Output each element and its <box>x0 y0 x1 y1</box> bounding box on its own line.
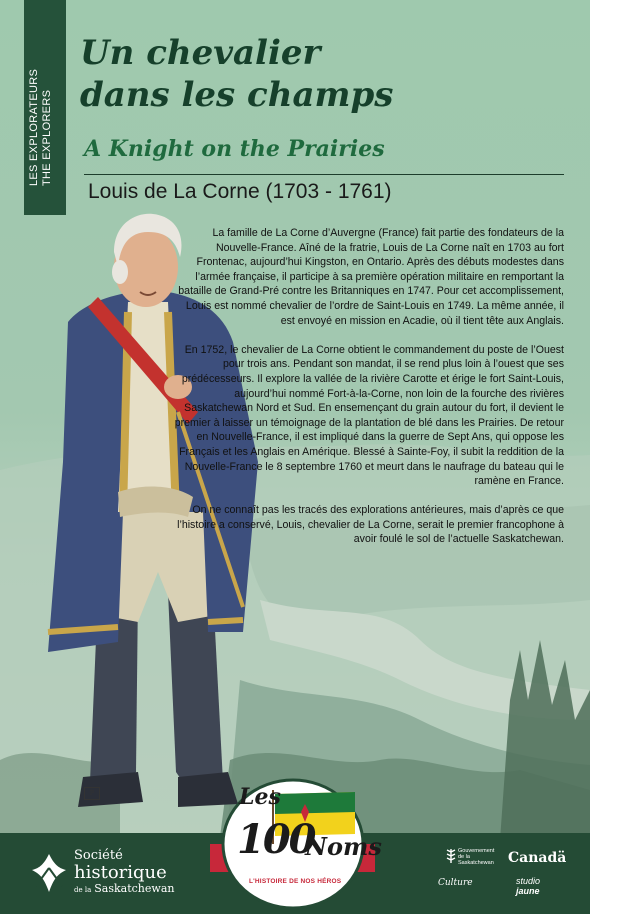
culture-logo: Culture <box>438 878 473 888</box>
societe-historique-logo <box>26 846 186 900</box>
shs-saskatchewan: Saskatchewan <box>94 882 175 895</box>
logo-tagline: L'HISTOIRE DE NOS HÉROS <box>249 878 342 885</box>
shs-line3 <box>74 882 174 895</box>
side-band-line-fr: LES EXPLORATEURS <box>28 68 40 186</box>
partner-logos <box>438 848 578 904</box>
studio-line1: studio <box>516 876 541 886</box>
side-band-line-en: THE EXPLORERS <box>41 89 53 186</box>
title-divider <box>84 174 564 175</box>
side-band-text <box>28 6 54 186</box>
title-french-line1: Un chevalier <box>80 33 321 73</box>
title-english: A Knight on the Prairies <box>84 136 385 162</box>
logo-100: 100 <box>237 816 315 863</box>
wheat-icon <box>444 848 458 864</box>
subtitle-name-dates: Louis de La Corne (1703 - 1761) <box>88 180 392 203</box>
title-french <box>80 32 440 116</box>
logo-noms: Noms <box>305 832 382 861</box>
gov-sask-logo <box>458 848 494 866</box>
studio-jaune-logo <box>516 876 540 896</box>
shs-line1: Société <box>74 848 123 863</box>
gov-line3: Saskatchewan <box>458 860 494 866</box>
artist-signature-icon: ℙ <box>84 787 100 800</box>
biography-paragraph-3: On ne connaît pas les tracés des explorations antérieures, mais d’après ce que l’histoire a conservé, Louis, chevalier de La Corne, serait le premier francophone à avoir foulé le sol de l’actuelle Saskatchewan. <box>177 504 564 546</box>
gov-line1: Gouvernement <box>458 848 495 854</box>
studio-line2: jaune <box>516 886 540 896</box>
biography-text <box>170 226 564 562</box>
title-french-line2: dans les champs <box>80 75 394 115</box>
logo-les: Les <box>239 784 281 810</box>
gov-line2: de la <box>458 854 470 860</box>
shs-line2: historique <box>74 862 167 883</box>
les-100-noms-logo <box>205 774 380 914</box>
biography-paragraph-2: En 1752, le chevalier de La Corne obtient le commandement du poste de l’Ouest pour trois ans. Pendant son mandat, il se rend plus loin à l’ouest que ses prédécesseurs. Il explore la vallée de la rivière Carotte et érige le fort Saint-Louis, aujourd’hui nommé Fort-à-la-Corne, non loin de la fourche des rivières Saskatchewan Nord et Sud. En ensemençant du grain autour du fort, il devient le premier à laisser un témoignage de la plantation de blé dans les Prairies. De retour en Nouvelle-France, il est impliqué dans la guerre de Sept Ans, qui oppose les Français et les Anglais en Amérique. Blessé à Sainte-Foy, il subit la reddition de la Nouvelle-France le 8 septembre 1760 et meurt dans le naufrage du bateau qui le ramène en France. <box>174 343 564 488</box>
lily-flower-icon <box>26 850 72 896</box>
shs-de: de la <box>74 886 92 894</box>
canada-wordmark: Canadä <box>508 850 567 866</box>
biography-paragraph-1: La famille de La Corne d’Auvergne (France) fait partie des fondateurs de la Nouvelle-France. Aîné de la fratrie, Louis de La Corne naît en 1703 au fort Frontenac, aujourd’hui Kingston, en Ontario. Après des débuts modestes dans l’armée française, il participe à sa première opération militaire en remportant la bataille de Grand-Pré contre les Britanniques en 1747. Pour cet accomplissement, Louis est nommé chevalier de l’ordre de Saint-Louis en 1749. La même année, il est envoyé en mission en Acadie, où il tient tête aux Anglais. <box>178 227 564 327</box>
